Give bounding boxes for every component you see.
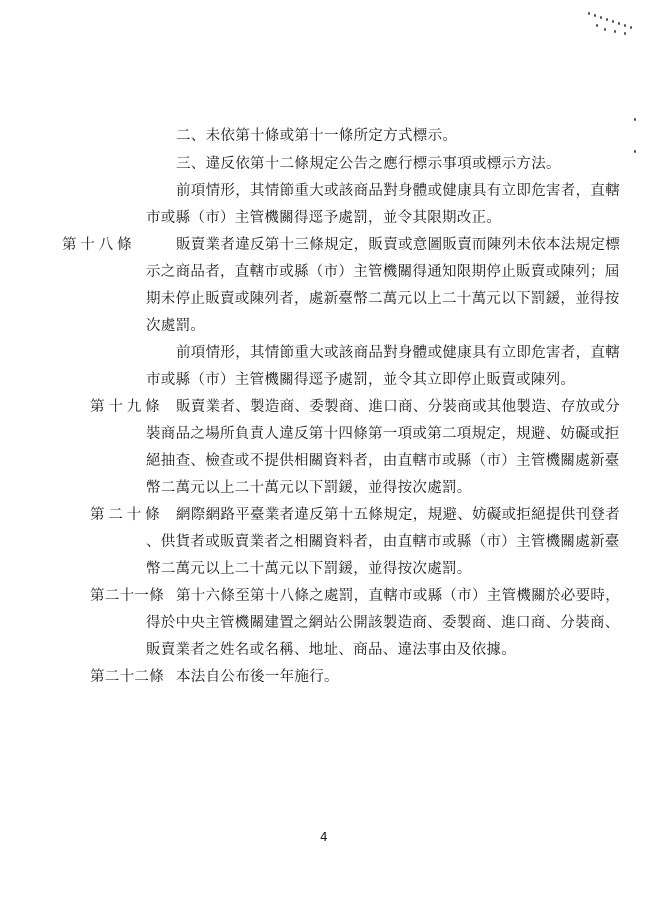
article-20-line: 幣二萬元以上二十萬元以下罰鍰，並得按次處罰。 [146,561,472,577]
article-19-line: 幣二萬元以上二十萬元以下罰鍰，並得按次處罰。 [146,480,472,496]
article-22-label: 第二十二條 [90,669,164,685]
scan-speck [634,150,636,153]
article-20-line: 、供貨者或販賣業者之相關資料者，由直轄市或縣（市）主管機關處新臺 [146,534,620,550]
scan-mark [588,10,638,34]
article-22-line: 本法自公布後一年施行。 [176,669,339,685]
scan-speck [634,118,636,121]
article-21-line: 第十六條至第十八條之處罰，直轄市或縣（市）主管機關於必要時， [176,588,620,604]
article-21-line: 販賣業者之姓名或名稱、地址、商品、違法事由及依據。 [146,642,516,658]
article-18-line: 市或縣（市）主管機關得逕予處罰，並令其立即停止販賣或陳列。 [146,372,576,388]
item-two: 二、未依第十條或第十一條所定方式標示。 [176,128,458,144]
page-number: 4 [320,830,328,844]
article-20-line: 網際網路平臺業者違反第十五條規定，規避、妨礙或拒絕提供刊登者 [176,507,620,523]
article-18-line: 期未停止販賣或陳列者，處新臺幣二萬元以上二十萬元以下罰鍰，並得按 [146,291,620,307]
article-19-line: 販賣業者、製造商、委製商、進口商、分裝商或其他製造、存放或分 [176,399,620,415]
article-19-line: 絕抽查、檢查或不提供相關資料者，由直轄市或縣（市）主管機關處新臺 [146,453,620,469]
article-18-line: 次處罰。 [146,318,206,334]
article-19-line: 裝商品之場所負責人違反第十四條第一項或第二項規定，規避、妨礙或拒 [146,426,620,442]
article-18-line: 販賣業者違反第十三條規定，販賣或意圖販賣而陳列未依本法規定標 [176,237,620,253]
article-19-label: 第 十 九 條 [90,399,160,415]
paragraph-line: 市或縣（市）主管機關得逕予處罰，並令其限期改正。 [146,210,502,226]
article-20-label: 第 二 十 條 [90,507,160,523]
item-three: 三、違反依第十二條規定公告之應行標示事項或標示方法。 [176,156,561,172]
article-21-label: 第二十一條 [90,588,164,604]
article-18-label: 第 十 八 條 [62,237,132,253]
article-18-line: 前項情形，其情節重大或該商品對身體或健康具有立即危害者，直轄 [176,345,620,361]
article-21-line: 得於中央主管機關建置之網站公開該製造商、委製商、進口商、分裝商、 [146,615,620,631]
article-18-line: 示之商品者，直轄市或縣（市）主管機關得通知限期停止販賣或陳列；屆 [146,264,620,280]
paragraph-line: 前項情形，其情節重大或該商品對身體或健康具有立即危害者，直轄 [176,183,620,199]
